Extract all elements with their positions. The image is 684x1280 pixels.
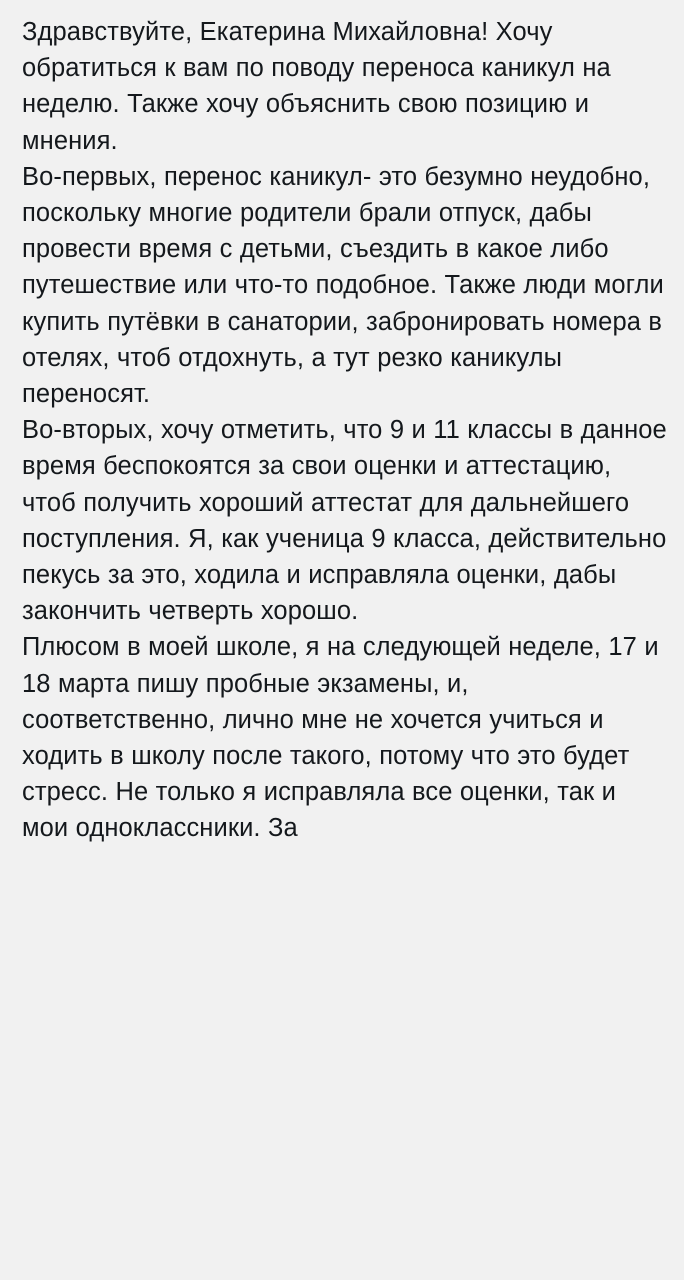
message-paragraph-1: Здравствуйте, Екатерина Михайловна! Хочу обратиться к вам по поводу переноса каникул на неделю. Также хочу объяснить свою позицию и мнения.: [22, 18, 611, 155]
message-text-body: [22, 14, 668, 847]
message-paragraph-2: Во-первых, перенос каникул- это безумно неудобно, поскольку многие родители брали отпуск, дабы провести время с детьми, съездить в какое либо путешествие или что-то подобное. Также люди могли купить путёвки в санатории, забронировать номера в отелях, чтоб отдохнуть, а тут резко каникулы переносят.: [22, 162, 664, 409]
message-paragraph-3: Во-вторых, хочу отметить, что 9 и 11 классы в данное время беспокоятся за свои оценки и аттестацию, чтоб получить хороший аттестат для дальнейшего поступления. Я, как ученица 9 класса, действительно пекусь за это, ходила и исправляла оценки, дабы закончить четверть хорошо.: [22, 416, 667, 626]
message-paragraph-4: Плюсом в моей школе, я на следующей неделе, 17 и 18 марта пишу пробные экзамены, и, соответственно, лично мне не хочется учиться и ходить в школу после такого, потому что это будет стресс. Не только я исправляла все оценки, так и мои одноклассники. За: [22, 633, 659, 843]
